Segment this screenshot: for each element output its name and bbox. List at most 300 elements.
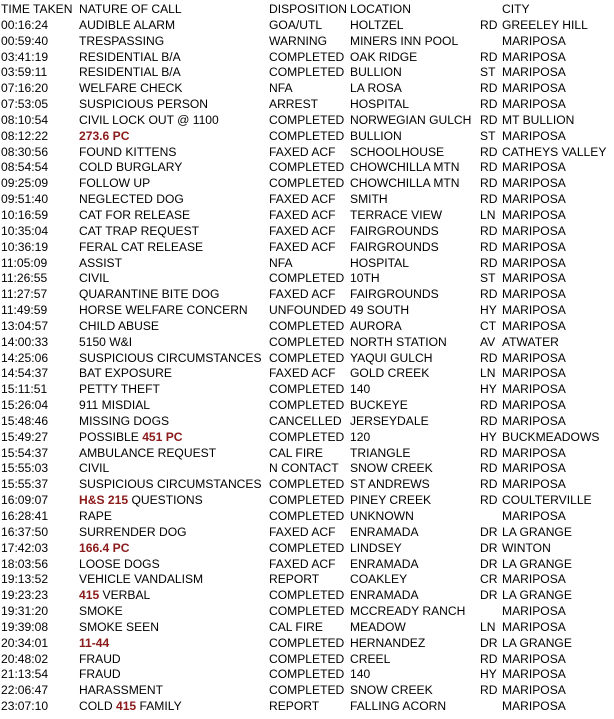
- disposition-cell: N CONTACT: [269, 461, 339, 476]
- disposition-cell: COMPLETED: [269, 635, 345, 650]
- nature-cell: [79, 50, 181, 66]
- city-cell: MARIPOSA: [502, 318, 566, 333]
- time-cell: 11:26:55: [1, 271, 48, 286]
- street-suffix-cell: HY: [480, 667, 497, 682]
- location-cell: HOSPITAL: [350, 97, 409, 112]
- disposition-cell: NFA: [269, 81, 293, 96]
- header-nature: NATURE OF CALL: [79, 2, 182, 16]
- time-cell: 11:49:59: [1, 303, 48, 318]
- nature-text: VERBAL: [99, 588, 151, 603]
- location-cell: UNKNOWN: [350, 509, 414, 523]
- log-row: [0, 208, 614, 224]
- call-log: [0, 2, 614, 715]
- street-suffix-cell: RD: [480, 17, 498, 32]
- nature-cell: [79, 398, 150, 414]
- street-suffix-cell: HY: [480, 429, 497, 444]
- nature-text: AMBULANCE REQUEST: [79, 445, 217, 460]
- city-cell: MARIPOSA: [502, 572, 566, 587]
- time-cell: 07:16:20: [1, 81, 49, 96]
- street-suffix-cell: RD: [480, 477, 498, 492]
- city-cell: MARIPOSA: [502, 33, 566, 48]
- street-suffix-cell: RD: [480, 651, 498, 666]
- location-cell: ST ANDREWS: [350, 477, 430, 492]
- disposition-cell: FAXED ACF: [269, 192, 336, 207]
- log-row: [0, 414, 614, 430]
- log-row: [0, 287, 614, 303]
- city-cell: MARIPOSA: [502, 192, 566, 207]
- time-cell: 03:59:11: [1, 65, 48, 80]
- nature-cell: [79, 509, 112, 525]
- disposition-cell: FAXED ACF: [269, 556, 336, 571]
- disposition-cell: COMPLETED: [269, 667, 345, 682]
- nature-text: COLD BURGLARY: [79, 160, 183, 175]
- city-cell: MARIPOSA: [502, 271, 566, 286]
- nature-cell: [79, 557, 160, 573]
- street-suffix-cell: RD: [480, 144, 498, 159]
- street-suffix-cell: RD: [480, 49, 498, 64]
- nature-text: TRESPASSING: [79, 33, 165, 48]
- city-cell: MARIPOSA: [502, 207, 566, 222]
- code-highlight: H&S 215: [79, 493, 129, 508]
- nature-cell: [79, 636, 109, 652]
- nature-text: CHILD ABUSE: [79, 318, 159, 333]
- location-cell: YAQUI GULCH: [350, 350, 433, 365]
- location-cell: CHOWCHILLA MTN: [350, 176, 460, 191]
- city-cell: CATHEYS VALLEY: [502, 144, 607, 159]
- disposition-cell: WARNING: [269, 33, 328, 48]
- disposition-cell: COMPLETED: [269, 398, 345, 413]
- city-cell: LA GRANGE: [502, 588, 572, 603]
- city-cell: LA GRANGE: [502, 556, 572, 571]
- log-row: [0, 572, 614, 588]
- street-suffix-cell: DR: [480, 540, 498, 555]
- city-cell: MARIPOSA: [502, 81, 566, 96]
- nature-text: MISSING DOGS: [79, 413, 170, 428]
- disposition-cell: COMPLETED: [269, 350, 345, 365]
- log-row: [0, 446, 614, 462]
- street-suffix-cell: DR: [480, 556, 498, 571]
- code-highlight: 166.4 PC: [79, 540, 130, 555]
- disposition-cell: ARREST: [269, 97, 319, 112]
- nature-cell: [79, 588, 150, 604]
- disposition-cell: FAXED ACF: [269, 524, 336, 539]
- nature-text: LOOSE DOGS: [79, 556, 160, 571]
- nature-text: SURRENDER DOG: [79, 524, 187, 539]
- city-cell: GREELEY HILL: [502, 17, 588, 32]
- city-cell: BUCKMEADOWS: [502, 429, 600, 444]
- log-row: [0, 604, 614, 620]
- nature-text: FOLLOW UP: [79, 176, 151, 191]
- nature-cell: [79, 256, 122, 272]
- location-cell: TERRACE VIEW: [350, 207, 443, 222]
- disposition-cell: REPORT: [269, 699, 320, 714]
- nature-text: CIVIL: [79, 461, 110, 476]
- location-cell: 140: [350, 667, 371, 682]
- nature-cell: [79, 81, 183, 97]
- street-suffix-cell: LN: [480, 207, 496, 222]
- city-cell: MARIPOSA: [502, 223, 566, 238]
- city-cell: MARIPOSA: [502, 287, 566, 302]
- location-cell: SCHOOLHOUSE: [350, 144, 445, 159]
- nature-text: WELFARE CHECK: [79, 81, 183, 96]
- time-cell: 08:12:22: [1, 128, 49, 143]
- nature-cell: [79, 477, 262, 493]
- nature-cell: [79, 224, 199, 240]
- time-cell: 08:10:54: [1, 112, 49, 127]
- nature-text: SMOKE: [79, 604, 123, 619]
- street-suffix-cell: DR: [480, 524, 498, 539]
- location-cell: TRIANGLE: [350, 445, 411, 460]
- city-cell: MARIPOSA: [502, 255, 566, 270]
- nature-text: QUARANTINE BITE DOG: [79, 287, 220, 302]
- nature-text: SUSPICIOUS PERSON: [79, 97, 209, 112]
- street-suffix-cell: RD: [480, 223, 498, 238]
- nature-text: 5150 W&I: [79, 334, 133, 349]
- time-cell: 20:34:01: [1, 635, 49, 650]
- code-highlight: 273.6 PC: [79, 128, 130, 143]
- street-suffix-cell: ST: [480, 271, 496, 286]
- city-cell: MT BULLION: [502, 112, 575, 127]
- log-row: [0, 461, 614, 477]
- disposition-cell: COMPLETED: [269, 604, 345, 619]
- location-cell: BULLION: [350, 128, 402, 143]
- log-row: [0, 699, 614, 715]
- disposition-cell: CANCELLED: [269, 413, 342, 428]
- street-suffix-cell: RD: [480, 445, 498, 460]
- disposition-cell: COMPLETED: [269, 49, 345, 64]
- disposition-cell: CAL FIRE: [269, 445, 323, 460]
- city-cell: MARIPOSA: [502, 350, 566, 365]
- location-cell: SNOW CREEK: [350, 461, 433, 476]
- time-cell: 16:28:41: [1, 509, 49, 523]
- location-cell: 120: [350, 429, 371, 444]
- log-row: [0, 557, 614, 573]
- street-suffix-cell: RD: [480, 461, 498, 476]
- time-cell: 10:16:59: [1, 207, 49, 222]
- time-cell: 09:25:09: [1, 176, 49, 191]
- street-suffix-cell: DR: [480, 588, 498, 603]
- location-cell: NORWEGIAN GULCH: [350, 112, 472, 127]
- city-cell: MARIPOSA: [502, 604, 566, 619]
- header-disposition: DISPOSITION: [269, 2, 347, 16]
- street-suffix-cell: CT: [480, 318, 497, 333]
- log-row: [0, 256, 614, 272]
- time-cell: 10:36:19: [1, 239, 49, 254]
- nature-text: FERAL CAT RELEASE: [79, 239, 204, 254]
- log-row: [0, 97, 614, 113]
- time-cell: 00:59:40: [1, 33, 49, 48]
- city-cell: MARIPOSA: [502, 398, 566, 413]
- street-suffix-cell: CR: [480, 572, 498, 587]
- disposition-cell: COMPLETED: [269, 509, 345, 523]
- location-cell: AURORA: [350, 318, 402, 333]
- log-row: [0, 366, 614, 382]
- location-cell: FAIRGROUNDS: [350, 287, 439, 302]
- time-cell: 08:54:54: [1, 160, 49, 175]
- nature-cell: [79, 97, 208, 113]
- nature-cell: [79, 446, 216, 462]
- nature-cell: [79, 382, 160, 398]
- nature-cell: [79, 113, 219, 129]
- city-cell: LA GRANGE: [502, 635, 572, 650]
- street-suffix-cell: RD: [480, 493, 498, 508]
- nature-text: ASSIST: [79, 255, 123, 270]
- location-cell: FALLING ACORN: [350, 699, 447, 714]
- nature-text: FRAUD: [79, 667, 121, 682]
- nature-cell: [79, 652, 121, 668]
- nature-cell: [79, 34, 164, 50]
- nature-text: FAMILY: [136, 699, 182, 714]
- time-cell: 15:26:04: [1, 398, 49, 413]
- nature-cell: [79, 160, 182, 176]
- nature-text: SMOKE SEEN: [79, 619, 159, 634]
- street-suffix-cell: HY: [480, 382, 497, 397]
- location-cell: JERSEYDALE: [350, 413, 429, 428]
- city-cell: COULTERVILLE: [502, 493, 592, 508]
- time-cell: 09:51:40: [1, 192, 49, 207]
- street-suffix-cell: RD: [480, 683, 498, 698]
- nature-text: CIVIL LOCK OUT @ 1100: [79, 112, 219, 127]
- disposition-cell: COMPLETED: [269, 160, 345, 175]
- location-cell: NORTH STATION: [350, 334, 447, 349]
- disposition-cell: FAXED ACF: [269, 144, 336, 159]
- nature-cell: [79, 208, 190, 224]
- location-cell: ENRAMADA: [350, 556, 419, 571]
- time-cell: 15:11:51: [1, 382, 48, 397]
- disposition-cell: COMPLETED: [269, 334, 345, 349]
- city-cell: LA GRANGE: [502, 524, 572, 539]
- location-cell: HOLTZEL: [350, 17, 404, 32]
- nature-cell: [79, 541, 129, 557]
- header-time: TIME TAKEN: [1, 2, 73, 16]
- nature-cell: [79, 335, 132, 351]
- time-cell: 14:00:33: [1, 334, 49, 349]
- log-row: [0, 50, 614, 66]
- nature-cell: [79, 18, 175, 34]
- city-cell: MARIPOSA: [502, 303, 566, 318]
- disposition-cell: COMPLETED: [269, 65, 345, 80]
- disposition-cell: GOA/UTL: [269, 17, 323, 32]
- location-cell: MEADOW: [350, 619, 406, 634]
- log-row: [0, 509, 614, 525]
- nature-cell: [79, 303, 248, 319]
- nature-cell: [79, 604, 123, 620]
- city-cell: MARIPOSA: [502, 619, 566, 634]
- disposition-cell: COMPLETED: [269, 588, 345, 603]
- nature-text: PETTY THEFT: [79, 382, 160, 397]
- nature-text: AUDIBLE ALARM: [79, 17, 176, 32]
- log-row: [0, 224, 614, 240]
- disposition-cell: COMPLETED: [269, 112, 345, 127]
- location-cell: OAK RIDGE: [350, 49, 418, 64]
- nature-cell: [79, 176, 150, 192]
- time-cell: 11:27:57: [1, 287, 48, 302]
- location-cell: FAIRGROUNDS: [350, 223, 439, 238]
- time-cell: 13:04:57: [1, 318, 49, 333]
- header-row: [0, 2, 614, 18]
- location-cell: 10TH: [350, 271, 380, 286]
- street-suffix-cell: RD: [480, 112, 498, 127]
- nature-text: QUESTIONS: [128, 493, 203, 508]
- nature-text: SUSPICIOUS CIRCUMSTANCES: [79, 350, 262, 365]
- time-cell: 20:48:02: [1, 651, 49, 666]
- street-suffix-cell: LN: [480, 619, 496, 634]
- nature-cell: [79, 145, 176, 161]
- nature-cell: [79, 461, 109, 477]
- nature-cell: [79, 430, 183, 446]
- nature-cell: [79, 683, 163, 699]
- city-cell: MARIPOSA: [502, 667, 566, 682]
- disposition-cell: CAL FIRE: [269, 619, 323, 634]
- disposition-cell: FAXED ACF: [269, 239, 336, 254]
- log-row: [0, 65, 614, 81]
- nature-cell: [79, 351, 262, 367]
- log-row: [0, 303, 614, 319]
- header-city: CITY: [502, 2, 530, 16]
- time-cell: 19:39:08: [1, 619, 49, 634]
- disposition-cell: COMPLETED: [269, 128, 345, 143]
- disposition-cell: FAXED ACF: [269, 223, 336, 238]
- time-cell: 15:55:37: [1, 477, 49, 492]
- time-cell: 15:49:27: [1, 429, 49, 444]
- city-cell: MARIPOSA: [502, 509, 566, 523]
- city-cell: MARIPOSA: [502, 445, 566, 460]
- disposition-cell: FAXED ACF: [269, 207, 336, 222]
- disposition-cell: FAXED ACF: [269, 287, 336, 302]
- time-cell: 15:54:37: [1, 445, 49, 460]
- street-suffix-cell: RD: [480, 160, 498, 175]
- log-row: [0, 683, 614, 699]
- nature-cell: [79, 699, 182, 715]
- nature-text: FRAUD: [79, 651, 121, 666]
- log-row: [0, 398, 614, 414]
- log-row: [0, 18, 614, 34]
- log-row: [0, 113, 614, 129]
- location-cell: HOSPITAL: [350, 255, 409, 270]
- city-cell: MARIPOSA: [502, 65, 566, 80]
- street-suffix-cell: RD: [480, 255, 498, 270]
- log-row: [0, 636, 614, 652]
- street-suffix-cell: LN: [480, 366, 496, 381]
- location-cell: MINERS INN POOL: [350, 33, 459, 48]
- log-row: [0, 477, 614, 493]
- street-suffix-cell: RD: [480, 398, 498, 413]
- disposition-cell: COMPLETED: [269, 477, 345, 492]
- location-cell: MCCREADY RANCH: [350, 604, 466, 619]
- location-cell: FAIRGROUNDS: [350, 239, 439, 254]
- disposition-cell: COMPLETED: [269, 540, 345, 555]
- header-location: LOCATION: [350, 2, 411, 16]
- nature-text: RESIDENTIAL B/A: [79, 65, 181, 80]
- city-cell: MARIPOSA: [502, 128, 566, 143]
- nature-cell: [79, 620, 159, 636]
- time-cell: 08:30:56: [1, 144, 49, 159]
- location-cell: BULLION: [350, 65, 402, 80]
- log-row: [0, 351, 614, 367]
- log-row: [0, 34, 614, 50]
- log-row: [0, 129, 614, 145]
- log-row: [0, 319, 614, 335]
- nature-text: CAT TRAP REQUEST: [79, 223, 200, 238]
- street-suffix-cell: ST: [480, 65, 496, 80]
- time-cell: 07:53:05: [1, 97, 49, 112]
- location-cell: SNOW CREEK: [350, 683, 433, 698]
- location-cell: 140: [350, 382, 371, 397]
- nature-text: NEGLECTED DOG: [79, 192, 184, 207]
- time-cell: 19:13:52: [1, 572, 49, 587]
- nature-cell: [79, 287, 219, 303]
- location-cell: HERNANDEZ: [350, 635, 426, 650]
- location-cell: GOLD CREEK: [350, 366, 430, 381]
- nature-cell: [79, 319, 159, 335]
- time-cell: 19:23:23: [1, 588, 49, 603]
- nature-text: BAT EXPOSURE: [79, 366, 172, 381]
- time-cell: 14:54:37: [1, 366, 49, 381]
- street-suffix-cell: RD: [480, 176, 498, 191]
- time-cell: 21:13:54: [1, 667, 49, 682]
- time-cell: 11:05:09: [1, 255, 48, 270]
- city-cell: MARIPOSA: [502, 366, 566, 381]
- code-highlight: 415: [115, 699, 137, 714]
- log-row: [0, 240, 614, 256]
- disposition-cell: COMPLETED: [269, 493, 345, 508]
- street-suffix-cell: RD: [480, 81, 498, 96]
- nature-cell: [79, 192, 184, 208]
- disposition-cell: COMPLETED: [269, 683, 345, 698]
- city-cell: MARIPOSA: [502, 239, 566, 254]
- city-cell: MARIPOSA: [502, 683, 566, 698]
- log-row: [0, 430, 614, 446]
- nature-cell: [79, 414, 169, 430]
- city-cell: MARIPOSA: [502, 97, 566, 112]
- nature-cell: [79, 65, 181, 81]
- location-cell: 49 SOUTH: [350, 303, 410, 318]
- time-cell: 23:07:10: [1, 699, 49, 714]
- city-cell: MARIPOSA: [502, 413, 566, 428]
- time-cell: 03:41:19: [1, 49, 49, 64]
- log-row: [0, 145, 614, 161]
- log-row: [0, 271, 614, 287]
- code-highlight: 451 PC: [142, 429, 183, 444]
- street-suffix-cell: DR: [480, 635, 498, 650]
- nature-text: RAPE: [79, 509, 112, 523]
- city-cell: MARIPOSA: [502, 49, 566, 64]
- city-cell: MARIPOSA: [502, 461, 566, 476]
- city-cell: ATWATER: [502, 334, 559, 349]
- time-cell: 15:55:03: [1, 461, 49, 476]
- disposition-cell: REPORT: [269, 572, 320, 587]
- log-row: [0, 493, 614, 509]
- time-cell: 00:16:24: [1, 17, 49, 32]
- log-row: [0, 588, 614, 604]
- disposition-cell: NFA: [269, 255, 293, 270]
- location-cell: ENRAMADA: [350, 588, 419, 603]
- log-row: [0, 192, 614, 208]
- location-cell: CREEL: [350, 651, 391, 666]
- disposition-cell: UNFOUNDED: [269, 303, 347, 318]
- nature-cell: [79, 366, 172, 382]
- location-cell: LA ROSA: [350, 81, 402, 96]
- street-suffix-cell: RD: [480, 97, 498, 112]
- nature-text: CAT FOR RELEASE: [79, 207, 191, 222]
- time-cell: 15:48:46: [1, 413, 49, 428]
- nature-cell: [79, 572, 203, 588]
- street-suffix-cell: RD: [480, 350, 498, 365]
- code-highlight: 415: [79, 588, 100, 603]
- log-row: [0, 335, 614, 351]
- nature-text: CIVIL: [79, 271, 110, 286]
- disposition-cell: COMPLETED: [269, 429, 345, 444]
